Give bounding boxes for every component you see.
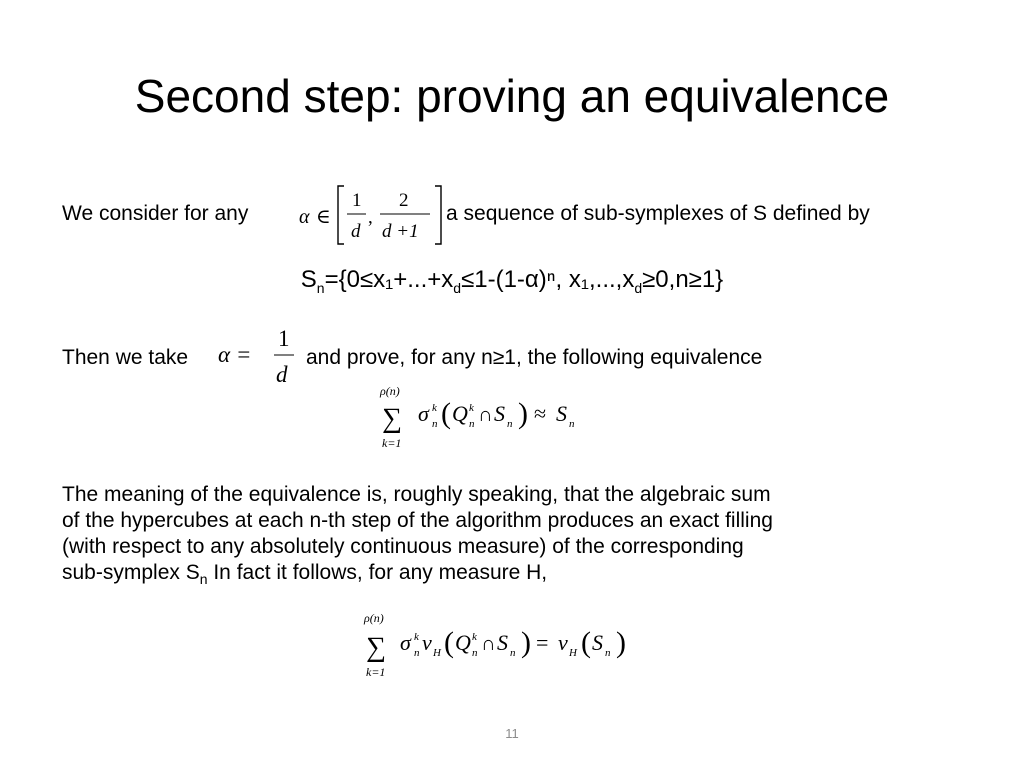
eq1-rhs-sub: n: [569, 418, 575, 430]
element-of-symbol: ∈: [316, 206, 331, 228]
eq1-rparen: ): [518, 397, 528, 430]
eq1-sum-symbol: ∑: [382, 403, 402, 434]
slide-title: Second step: proving an equivalence: [134, 70, 890, 122]
sn-s: S: [300, 266, 317, 293]
then-text: Then we take: [62, 346, 189, 369]
eq1-s-sub: n: [507, 418, 513, 430]
eq2-lower-limit: k=1: [366, 665, 386, 679]
eq1-q-sup: k: [469, 402, 474, 414]
eq2-rhs-s-sub: n: [605, 647, 611, 659]
alpha-num: 1: [278, 326, 290, 351]
eq1-rhs-s: S: [556, 401, 567, 426]
eq2-q: Q: [455, 630, 471, 655]
xd2-sub: d: [634, 279, 643, 296]
eq2-q-sup: k: [472, 631, 477, 643]
paragraph-line-1: The meaning of the equivalence is, roughly speaking, that the algebraic sum: [62, 483, 771, 506]
paragraph-line-4-pre: sub-symplex S: [62, 561, 200, 584]
interval-formula: [296, 184, 446, 246]
eq1-upper-limit: ρ(n): [380, 384, 400, 398]
then-line-post: [306, 345, 762, 371]
measure-equation-svg: [360, 610, 700, 682]
then-line: [62, 345, 188, 371]
eq1-s: S: [494, 401, 505, 426]
eq2-q-sub: n: [472, 647, 478, 659]
alpha-eq: α =: [218, 342, 252, 367]
measure-equation: [360, 610, 700, 682]
alpha-symbol: α: [299, 206, 310, 228]
eq2-equals: =: [536, 630, 549, 655]
intro-line-post: [446, 201, 870, 227]
eq2-v-sub: H: [433, 647, 441, 659]
sn-part2: ≤1-(1-α)ⁿ, x₁,...,x: [461, 266, 635, 293]
sn-sub: n: [316, 279, 325, 296]
equivalence-equation: [376, 383, 636, 453]
eq1-sigma-sup: k: [432, 402, 437, 414]
eq1-q-sub: n: [469, 418, 475, 430]
intro-text: We consider for any: [62, 202, 249, 225]
paragraph-line-4: [62, 560, 962, 592]
interval-formula-svg: [296, 184, 446, 246]
eq1-approx: ≈: [534, 401, 547, 426]
eq2-v: v: [422, 630, 432, 655]
eq2-rhs-v-sub: H: [569, 647, 577, 659]
frac2-num: 2: [399, 190, 409, 211]
sn-part3: ≥0,n≥1}: [642, 266, 724, 293]
intro-line: [62, 201, 248, 227]
eq1-sigma: σ: [418, 401, 429, 426]
then-post-text: and prove, for any n≥1, the following equivalence: [306, 346, 763, 369]
eq2-s-sub: n: [510, 647, 516, 659]
eq2-rparen: ): [521, 626, 531, 659]
eq2-upper-limit: ρ(n): [364, 611, 384, 625]
paragraph-line-3: (with respect to any absolutely continuous measure) of the corresponding: [62, 535, 744, 558]
eq2-rhs-s: S: [592, 630, 603, 655]
xd-sub: d: [453, 279, 462, 296]
eq2-sum-symbol: ∑: [366, 632, 386, 663]
frac1-num: 1: [352, 190, 362, 211]
eq1-intersect: ∩: [478, 404, 493, 426]
eq1-q: Q: [452, 401, 468, 426]
comma: ,: [368, 207, 373, 228]
eq2-rhs-lparen: (: [581, 626, 591, 659]
eq2-sigma-sup: k: [414, 631, 419, 643]
eq1-lparen: (: [441, 397, 451, 430]
alpha-formula-svg: [214, 322, 304, 392]
eq1-sigma-sub: n: [432, 418, 438, 430]
paragraph-line-2: of the hypercubes at each n-th step of the algorithm produces an exact filling: [62, 509, 773, 532]
eq1-lower-limit: k=1: [382, 436, 402, 450]
equivalence-equation-svg: [376, 383, 636, 453]
paragraph-line-4-sub: n: [199, 571, 208, 588]
alpha-formula: [214, 322, 304, 392]
sn-definition: [0, 265, 1024, 303]
intro-post-text: a sequence of sub-symplexes of S defined by: [446, 202, 870, 225]
eq2-lparen: (: [444, 626, 454, 659]
frac2-den: d +1: [382, 221, 419, 242]
eq2-rhs-rparen: ): [616, 626, 626, 659]
alpha-den: d: [276, 362, 288, 387]
sn-part1: ={0≤x₁+...+x: [324, 266, 454, 293]
eq2-s: S: [497, 630, 508, 655]
right-bracket: [435, 186, 441, 244]
left-bracket: [338, 186, 344, 244]
eq2-sigma: σ: [400, 630, 411, 655]
explanation-paragraph: [62, 482, 962, 592]
eq2-rhs-v: v: [558, 630, 568, 655]
paragraph-line-4-post: In fact it follows, for any measure H,: [207, 561, 548, 584]
page-number: 11: [505, 726, 519, 741]
eq2-intersect: ∩: [481, 633, 496, 655]
frac1-den: d: [351, 221, 361, 242]
eq2-sigma-sub: n: [414, 647, 420, 659]
